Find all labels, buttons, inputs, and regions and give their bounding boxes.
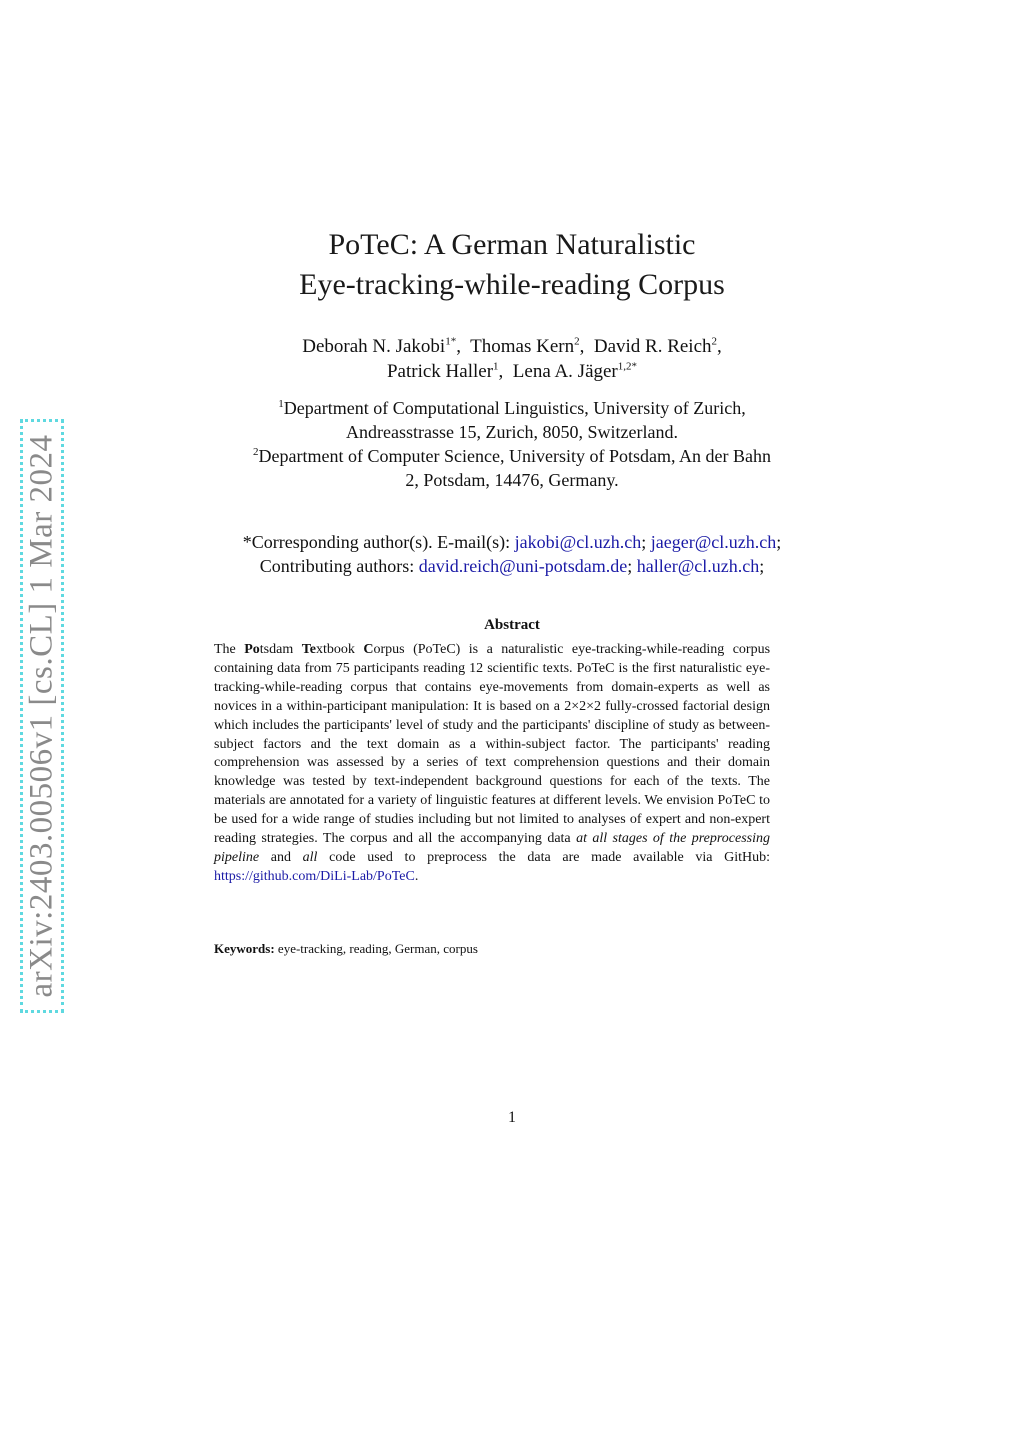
abstract-heading: Abstract xyxy=(484,617,540,633)
affiliation-text: 2, Potsdam, 14476, Germany. xyxy=(405,470,619,490)
author-name: David R. Reich xyxy=(593,336,712,357)
abstract-bold: C xyxy=(363,642,374,657)
keywords xyxy=(214,941,770,957)
author-name: Thomas Kern xyxy=(470,336,575,357)
author-affiliation-mark: 2 xyxy=(711,335,718,348)
author-list xyxy=(0,334,1024,384)
contact-info xyxy=(0,530,1024,578)
email-link[interactable]: haller@cl.uzh.ch xyxy=(636,556,760,576)
email-link[interactable]: jakobi@cl.uzh.ch xyxy=(514,532,642,552)
author-line-2: Patrick Haller$^1$, Lena A. Jäger$^{1,2*}$ xyxy=(386,360,638,382)
abstract-text: code used to preprocess the data are made available via GitHub: xyxy=(329,849,771,865)
title-line-1: PoTeC: A German Naturalistic xyxy=(328,228,696,261)
abstract-text: tsdam xyxy=(259,642,294,657)
abstract-text: (PoTeC) is a naturalistic eye-tracking-while-reading corpus containing data from 75 participants reading 12 scientific texts. PoTeC is the first naturalistic eye-tracking-while-reading corpus that contains eye-movements from domain-experts as well as novices in a within-participant manipulation: It is based on a 2×2×2 fully-crossed factorial design which includes the participants' level of study and the participants' discipline of study as between-subject factors and the text domain as a within-subject factor. The participants' reading comprehension was assessed by a series of text comprehension questions and their domain knowledge was tested by text-independent background questions for each of the texts. The materials are annotated for a variety of linguistic features at different levels. We envision PoTeC to be used for a wide range of studies including but not limited to analyses of expert and non-expert reading strategies. The corpus and all the accompanying data xyxy=(214,642,771,847)
abstract-text: and xyxy=(270,849,291,865)
abstract-bold: Te xyxy=(301,642,316,657)
affiliation-text: Department of Computational Linguistics, University of Zurich, xyxy=(283,398,746,418)
abstract-bold: Po xyxy=(244,642,260,657)
abstract-text: xtbook xyxy=(316,642,355,657)
abstract-italic: at all stages of the preprocessing pipeline xyxy=(214,831,771,865)
author-name: Lena A. Jäger xyxy=(512,361,618,382)
keywords-text: eye-tracking, reading, German, corpus xyxy=(277,941,478,956)
keywords-label: Keywords: xyxy=(214,941,275,956)
affiliation-text: Department of Computer Science, University of Potsdam, An der Bahn xyxy=(258,446,771,466)
author-name: Patrick Haller xyxy=(386,361,494,382)
title-line-2: Eye-tracking-while-reading Corpus xyxy=(299,268,725,301)
affiliation-mark: 1 xyxy=(278,398,284,410)
email-link[interactable]: david.reich@uni-potsdam.de xyxy=(418,556,628,576)
affiliation-text: Andreasstrasse 15, Zurich, 8050, Switzerland. xyxy=(346,422,678,442)
author-affiliation-mark: 1,2* xyxy=(617,360,638,373)
affiliation-2 xyxy=(0,444,1024,492)
affiliation-list xyxy=(0,396,1024,492)
abstract-italic: all xyxy=(302,849,318,865)
author-affiliation-mark: 2 xyxy=(574,335,580,348)
author-line-1: Deborah N. Jakobi$^{1*}$, Thomas Kern$^2$, David R. Reich$^2$, xyxy=(302,335,722,357)
corresponding-authors: *Corresponding author(s). E-mail(s): jakobi@cl.uzh.ch; jaeger@cl.uzh.ch; xyxy=(242,532,782,552)
author-affiliation-mark: 1* xyxy=(445,335,457,348)
contributing-label: Contributing authors: xyxy=(259,556,415,576)
author-name: Deborah N. Jakobi xyxy=(302,336,446,357)
abstract-text: orpus xyxy=(373,642,405,657)
github-link[interactable]: https://github.com/DiLi-Lab/PoTeC xyxy=(214,868,415,884)
paper-title xyxy=(0,225,1024,305)
arxiv-identifier: arXiv:2403.00506v1 [cs.CL] 1 Mar 2024 xyxy=(23,434,60,998)
abstract-text: . xyxy=(414,868,419,884)
arxiv-stamp xyxy=(20,419,64,1013)
contributing-authors: Contributing authors: david.reich@uni-potsdam.de; haller@cl.uzh.ch; xyxy=(259,556,765,576)
corresponding-label: *Corresponding author(s). E-mail(s): xyxy=(242,532,511,552)
affiliation-mark: 2 xyxy=(253,446,259,458)
abstract-body xyxy=(214,641,770,887)
abstract-text: The xyxy=(214,642,236,657)
email-link[interactable]: jaeger@cl.uzh.ch xyxy=(650,532,777,552)
affiliation-1 xyxy=(0,396,1024,444)
page-number: 1 xyxy=(508,1109,516,1126)
author-affiliation-mark: 1 xyxy=(493,360,499,373)
